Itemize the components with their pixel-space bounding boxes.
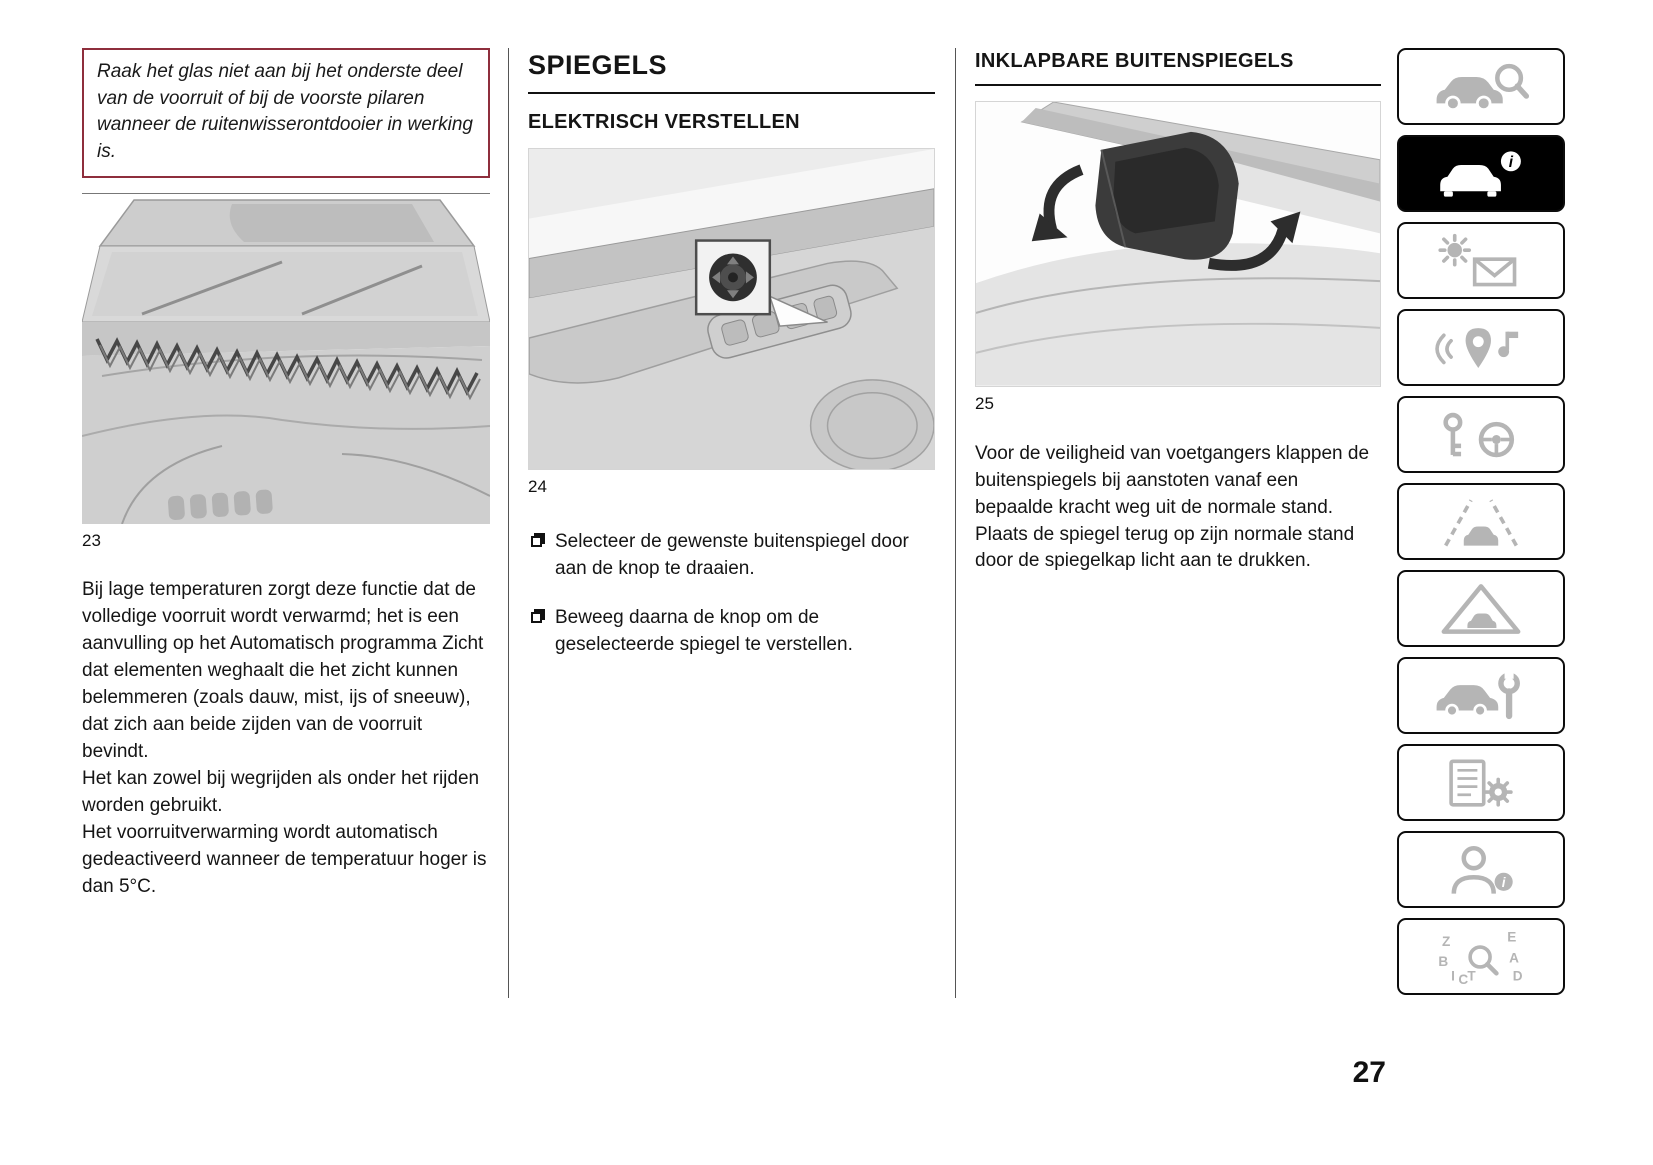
car-info-icon [1425,145,1537,203]
column-divider [508,48,509,998]
svg-text:I: I [1451,968,1455,984]
sidebar-item-multimedia[interactable] [1397,309,1565,386]
document-gear-icon [1425,754,1537,812]
sidebar-item-emergency[interactable] [1397,570,1565,647]
warning-text: Raak het glas niet aan bij het onderste deel van de voorruit of bij de voorste pilaren wanneer de ruitenwisserontdooier in werking is. [97,61,473,162]
svg-text:Z: Z [1442,933,1451,949]
section-title: INKLAPBARE BUITENSPIEGELS [975,50,1294,72]
svg-text:A: A [1509,949,1519,965]
column-windshield-heating [82,48,490,901]
door-panel-illustration [528,148,935,470]
sidebar-item-technical-data[interactable] [1397,744,1565,821]
warning-box [82,48,490,178]
warning-light-message-icon [1425,232,1537,290]
subsection-title: ELEKTRISCH VERSTELLEN [528,111,800,133]
figure-label: 23 [82,531,101,551]
mirror-housing [1095,132,1238,260]
sidebar-item-vehicle-overview[interactable] [1397,48,1565,125]
paragraph: Het voorruitverwarming wordt automatisch gedeactiveerd wanneer de temperatuur hoger is dan 5°C. [82,822,487,898]
column-mirrors [528,48,935,681]
svg-text:D: D [1512,968,1523,984]
figure-windshield [82,193,490,551]
list-item-text: Beweeg daarna de knop om de geselecteerde spiegel te verstellen. [555,607,853,656]
media-location-icon [1425,319,1537,377]
section-title: SPIEGELS [528,50,668,80]
square-bullet-icon [531,612,542,623]
svg-text:i: i [1508,153,1514,171]
car-wrench-icon [1425,667,1537,725]
letters-magnifier-icon [1425,928,1537,986]
folding-mirror-description [975,441,1381,576]
car-lane-lines-icon [1425,493,1537,551]
page-number: 27 [1352,1056,1386,1089]
folding-mirror-illustration [975,101,1381,387]
title-rule [528,92,935,94]
sidebar-item-driver-assistance[interactable] [1397,483,1565,560]
title-rule [975,84,1381,86]
column-folding-mirrors [975,48,1381,575]
warning-triangle-car-icon [1425,580,1537,638]
car-search-icon [1425,58,1537,116]
column-divider [955,48,956,998]
figure-label: 25 [975,393,994,413]
figure-mirror-control [528,148,935,497]
svg-text:i: i [1501,874,1506,890]
chapter-sidebar [1397,48,1565,995]
figure-folding-mirror [975,101,1381,414]
mirror-adjust-steps [528,529,935,659]
sidebar-item-starting-driving[interactable] [1397,396,1565,473]
paragraph: Bij lage temperaturen zorgt deze functie dat de volledige voorruit wordt verwarmd; het is een aanvulling op het Automatisch programma Zicht dat elementen weghaalt die het zicht kunnen belemmeren (zoals dauw, mist, ijs of sneeuw), dat zich aan beide zijden van de voorruit bevindt. [82,579,484,763]
svg-text:T: T [1467,968,1476,984]
list-item [528,529,935,583]
paragraph: Voor de veiligheid van voetgangers klappen de buitenspiegels bij aanstoten vanaf een bepaalde kracht weg uit de normale stand. Plaats de spiegel terug op zijn normale stand door de spiegelkap licht aan te drukken. [975,442,1370,572]
sidebar-item-customer-info[interactable] [1397,831,1565,908]
sidebar-item-index[interactable] [1397,918,1565,995]
square-bullet-icon [531,536,542,547]
svg-text:B: B [1438,953,1449,969]
mirror-knob-callout [696,241,770,315]
sidebar-item-warning-lights[interactable] [1397,222,1565,299]
sidebar-item-dashboard-info[interactable] [1397,135,1565,212]
sidebar-item-servicing[interactable] [1397,657,1565,734]
windshield-heating-description [82,577,490,901]
key-steering-icon [1425,406,1537,464]
svg-text:C: C [1458,971,1469,986]
paragraph: Het kan zowel bij wegrijden als onder het rijden worden gebruikt. [82,768,480,817]
list-item-text: Selecteer de gewenste buitenspiegel door aan de knop te draaien. [555,531,909,580]
figure-label: 24 [528,477,547,497]
svg-text:E: E [1507,929,1517,945]
list-item [528,605,935,659]
person-info-icon [1425,841,1537,899]
windshield-illustration [82,194,490,524]
